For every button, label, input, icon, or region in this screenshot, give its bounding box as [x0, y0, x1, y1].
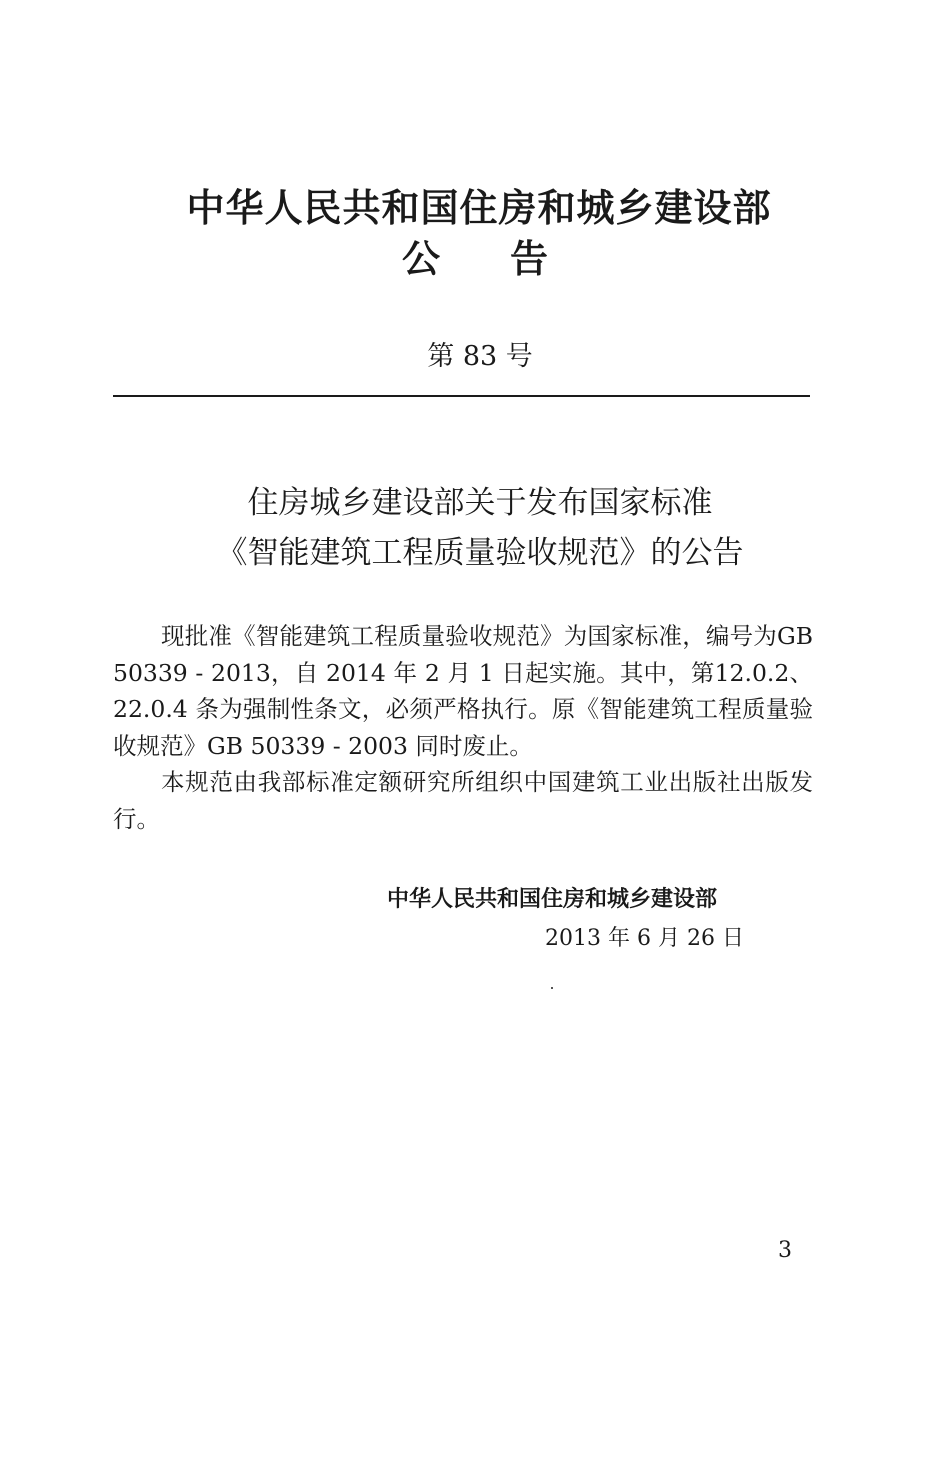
ministry-title: 中华人民共和国住房和城乡建设部: [186, 186, 772, 230]
body-paragraph-1: 现批准《智能建筑工程质量验收规范》为国家标准，编号为GB 50339 - 2013，自 2014 年 2 月 1 日起实施。其中，第12.0.2、22.0.4 条为强制性条文，必须严格执行。原《智能建筑工程质量验收规范》GB 50339 - 2003 同时废止。: [113, 622, 813, 760]
subject-line-2: 《智能建筑工程质量验收规范》的公告: [216, 535, 744, 571]
header-divider: [113, 395, 810, 397]
subject-line-1: 住房城乡建设部关于发布国家标准: [247, 485, 713, 521]
notice-number: 第 83 号: [427, 341, 533, 372]
page-number: 3: [778, 1238, 792, 1263]
notice-title: 公告: [401, 237, 618, 281]
notice-subject: [0, 478, 950, 578]
notice-body: [113, 618, 813, 837]
signature-organization: 中华人民共和国住房和城乡建设部: [387, 887, 718, 912]
body-paragraph-2: 本规范由我部标准定额研究所组织中国建筑工业出版社出版发行。: [113, 768, 813, 833]
scan-speck: [551, 987, 553, 989]
signature-date: 2013 年 6 月 26 日: [545, 926, 744, 951]
